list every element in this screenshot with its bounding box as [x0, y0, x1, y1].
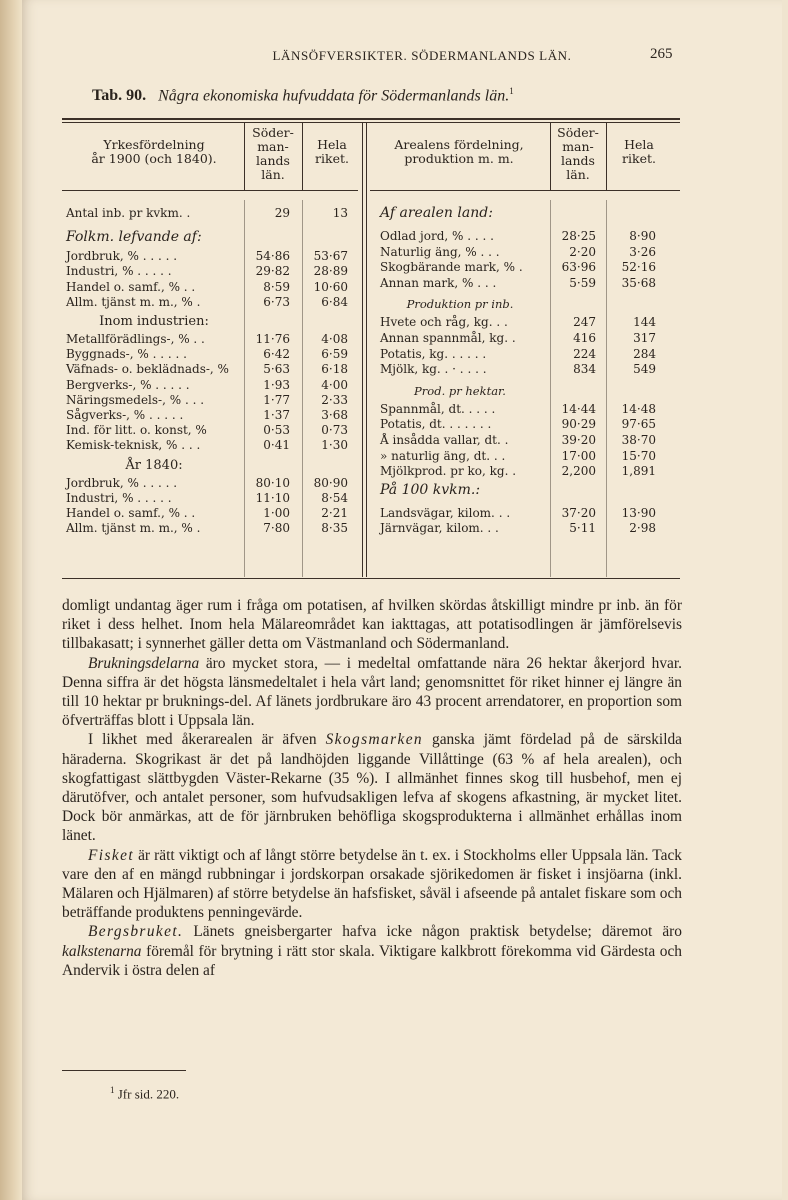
value-kingdom: 2·33 [321, 392, 348, 407]
value-kingdom: 8·90 [629, 229, 656, 243]
footnote-rule [62, 1070, 186, 1071]
table-middle-divider [362, 122, 363, 577]
row-label: Landsvägar, kilom. . . [380, 505, 511, 520]
paragraph: I likhet med åkerarealen är äfven Skogsmarken ganska jämt fördelad på de särskilda häraderna. Skogrikast är det på landhöjden liggande Villåttinge (63 % af hela arealen), och skogfattigast slättbygden Väster-Rekarne (35 %). I allmänhet finnes skog till husbehof, men ej därutöfver, och antalet personer, som hufvudsakligen lefva af skogens afkastning, är mycket litet. Dock bör anmärkas, att de för järnbruken behöfliga skogsprodukterna i allmänhet erhållas inom länet. [62, 731, 683, 845]
row-label: Allm. tjänst m. m., % . [66, 294, 201, 309]
row-label: Antal inb. pr kvkm. . [66, 206, 191, 220]
column-divider [606, 200, 607, 577]
row-label: Mjölkprod. pr ko, kg. . [380, 464, 517, 479]
table-caption [92, 86, 692, 105]
column-divider [244, 122, 245, 190]
value-county: 0·41 [263, 438, 290, 453]
value-kingdom: 15·70 [621, 448, 656, 463]
table-top-rule-thin [62, 122, 680, 123]
value-county: 63·96 [561, 260, 596, 275]
value-county: 5·11 [569, 521, 596, 536]
row-label: Sågverks-, % . . . . . [66, 408, 184, 422]
value-county: 90·29 [561, 417, 596, 432]
header-bottom-rule-right [370, 190, 680, 191]
row-label: Annan mark, % . . . [380, 275, 497, 290]
value-kingdom: 1·30 [321, 438, 348, 453]
row-label: Industri, % . . . . . [66, 264, 172, 279]
value-kingdom: 14·48 [621, 401, 656, 416]
left-header-col1: Yrkesfördelning år 1900 (och 1840). [91, 137, 217, 166]
value-county: 17·00 [561, 448, 596, 463]
value-kingdom: 53·67 [313, 249, 348, 264]
paragraph: domligt undantag äger rum i fråga om potatisen, af hvilken skördas åtskilligt mindre pr inb. än för riket i dess helhet. Inom hela Mälareområdet kan iakttagas, att potatisodlingen är jämförelsevis tillbakasatt; i synnerhet gäller detta om Västmanland och Södermanland. [62, 597, 682, 653]
value-county: 80·10 [255, 475, 290, 490]
value-county: 5·63 [263, 362, 290, 377]
value-county: 29 [274, 206, 290, 220]
row-label: Industri, % . . . . . [66, 490, 172, 505]
table-title: Några ekonomiska hufvuddata för Södermanlands län. [158, 87, 510, 105]
value-kingdom: 1,891 [621, 464, 656, 479]
value-county: 11·76 [255, 332, 290, 346]
value-kingdom: 8·35 [321, 521, 348, 536]
row-label: Potatis, kg. . . . . . [380, 346, 487, 361]
value-county: 0·53 [263, 423, 290, 438]
value-county: 29·82 [255, 264, 290, 279]
value-kingdom: 2·98 [629, 521, 656, 536]
body-text [62, 596, 682, 980]
row-label: Potatis, dt. . . . . . . [380, 417, 492, 432]
value-county: 37·20 [561, 505, 596, 520]
value-kingdom: 6·18 [321, 362, 348, 377]
value-county: 28·25 [561, 229, 596, 243]
value-kingdom: 8·54 [321, 490, 348, 505]
value-kingdom: 38·70 [621, 433, 656, 447]
column-divider [302, 122, 303, 190]
footnote-mark: 1 [509, 86, 514, 96]
value-kingdom: 35·68 [621, 275, 656, 290]
value-kingdom: 97·65 [621, 417, 656, 432]
value-kingdom: 10·60 [313, 279, 348, 294]
row-label: Mjölk, kg. . · . . . . [380, 362, 487, 377]
running-head: LÄNSÖFVERSIKTER. SÖDERMANLANDS LÄN. [272, 48, 572, 63]
value-kingdom: 549 [633, 362, 656, 377]
value-kingdom: 144 [633, 315, 656, 330]
row-label: Kemisk-teknisk, % . . . [66, 438, 201, 453]
subsection-heading: År 1840: [125, 457, 183, 473]
value-kingdom: 6·84 [321, 294, 348, 309]
value-county: 1·93 [263, 377, 290, 392]
value-county: 54·86 [255, 249, 290, 264]
column-divider [606, 122, 607, 190]
row-label: » naturlig äng, dt. . . [380, 448, 506, 463]
value-county: 14·44 [561, 401, 596, 416]
paragraph: Brukningsdelarna äro mycket stora, — i medeltal omfattande nära 26 hektar åkerjord hvar. Denna siffra är det högsta länsmedeltalet i hela vårt land; genomsnittet för riket hinner ej längre än till 10 hektar pr bruknings-del. Af länets jordbrukare äro 43 procent arrendatorer, en proportion som öfverträffas blott i Uppsala län. [62, 654, 682, 730]
column-divider [550, 122, 551, 190]
table-label: Tab. 90. [92, 87, 147, 105]
value-kingdom: 284 [633, 346, 656, 361]
column-divider [244, 200, 245, 577]
value-kingdom: 0·73 [321, 423, 348, 438]
right-header-col3: Hela riket. [622, 137, 656, 166]
paragraph: Fisket är rätt viktigt och af långt större betydelse än t. ex. i Stockholms eller Uppsala län. Tack vare den af en mängd rubbningar i jordskorpan orsakade sjörikedomen är fisket i insjöarna (inkl. Mälaren och Hjälmaren) af större betydelse än hafsfisket, såväl i afseende på antalet fiskare som och beträffande produktens penningevärde. [62, 846, 682, 922]
row-label: Naturlig äng, % . . . [380, 244, 500, 259]
section-heading: Af arealen land: [380, 205, 493, 221]
row-label: Järnvägar, kilom. . . [380, 521, 499, 536]
row-label: Allm. tjänst m. m., % . [66, 521, 201, 536]
header-bottom-rule-left [62, 190, 358, 191]
value-county: 7·80 [263, 521, 290, 536]
left-header-col2: Söder- man- lands län. [252, 125, 294, 182]
subsection-heading: Produktion pr inb. [406, 297, 514, 312]
value-county: 416 [573, 331, 596, 345]
row-label: Byggnads-, % . . . . . [66, 347, 187, 362]
row-label: Handel o. samf., % . . [66, 506, 196, 520]
row-label: Ind. för litt. o. konst, % [66, 423, 207, 438]
value-county: 2·20 [569, 244, 596, 259]
row-label: Näringsmedels-, % . . . [66, 392, 205, 407]
table-middle-divider-2 [366, 122, 367, 577]
value-kingdom: 4·08 [321, 332, 348, 346]
value-kingdom: 3·68 [321, 408, 348, 422]
value-kingdom: 3·26 [629, 244, 656, 259]
row-label: Jordbruk, % . . . . . [66, 475, 178, 490]
page-edge [0, 0, 22, 1200]
value-kingdom: 4·00 [321, 377, 348, 392]
page-number: 265 [650, 46, 673, 62]
value-kingdom: 317 [633, 331, 656, 345]
value-county: 2,200 [561, 464, 596, 479]
value-county: 6·73 [263, 294, 290, 309]
value-kingdom: 13·90 [621, 505, 656, 520]
value-county: 1·37 [263, 408, 290, 422]
row-label: Å insådda vallar, dt. . [380, 433, 509, 447]
subsection-heading: Inom industrien: [99, 314, 209, 329]
value-county: 247 [573, 315, 596, 330]
row-label: Bergverks-, % . . . . . [66, 377, 190, 392]
row-label: Jordbruk, % . . . . . [66, 249, 178, 264]
value-county: 224 [573, 346, 596, 361]
table-bottom-rule [62, 578, 680, 579]
right-header-col1: Arealens fördelning, produktion m. m. [394, 137, 524, 166]
value-kingdom: 28·89 [313, 264, 348, 279]
value-county: 1·00 [263, 506, 290, 520]
value-kingdom: 80·90 [313, 475, 348, 490]
subsection-heading: Prod. pr hektar. [414, 383, 506, 398]
value-county: 39·20 [561, 433, 596, 447]
value-county: 834 [573, 362, 596, 377]
paragraph: Bergsbruket. Länets gneisbergarter hafva icke någon praktisk betydelse; däremot äro kalkstenarna föremål för brytning i rätt stor skala. Viktigare kalkbrott förekomma vid Gärdesta och Andervik i östra delen af [62, 923, 682, 979]
row-label: Handel o. samf., % . . [66, 279, 196, 294]
value-county: 8·59 [263, 279, 290, 294]
row-label: Annan spannmål, kg. . [380, 331, 516, 345]
value-kingdom: 52·16 [621, 260, 656, 275]
right-header-col2: Söder- man- lands län. [557, 125, 599, 182]
value-kingdom: 13 [332, 206, 348, 220]
row-label: Hvete och råg, kg. . . [380, 315, 508, 330]
row-label: Metallförädlings-, % . . [66, 332, 205, 346]
value-county: 5·59 [569, 275, 596, 290]
value-county: 11·10 [255, 490, 290, 505]
left-header-col3: Hela riket. [315, 137, 349, 166]
table-top-rule [62, 118, 680, 120]
value-kingdom: 2·21 [321, 506, 348, 520]
value-kingdom: 6·59 [321, 347, 348, 362]
row-label: Odlad jord, % . . . . [380, 229, 494, 243]
row-label: Spannmål, dt. . . . . [380, 401, 496, 416]
section-heading: Folkm. lefvande af: [66, 229, 202, 246]
value-county: 1·77 [263, 392, 290, 407]
footnote: $^1$ Jfr sid. 220. [110, 1085, 180, 1102]
column-divider [302, 200, 303, 577]
section-heading: På 100 kvkm.: [380, 481, 481, 498]
row-label: Skogbärande mark, % . [380, 260, 523, 275]
value-county: 6·42 [263, 347, 290, 362]
row-label: Väfnads- o. beklädnads-, % [66, 362, 229, 377]
